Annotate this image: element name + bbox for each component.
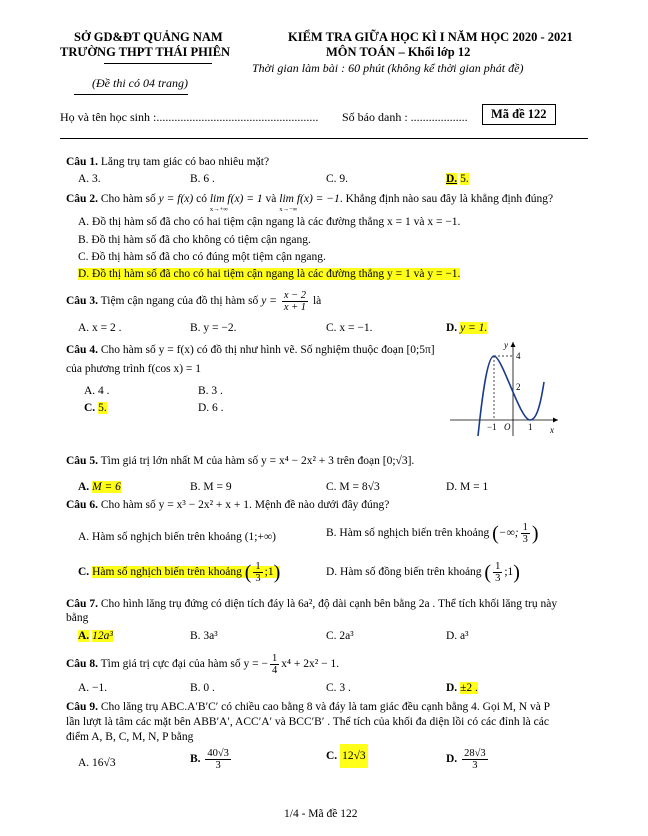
- question-3: [66, 290, 321, 313]
- option-text: D. Hàm số đồng biến trên khoảng: [326, 566, 482, 579]
- func: y = f(x): [158, 193, 194, 205]
- option-letter: C.: [78, 566, 90, 579]
- tick-4: 4: [516, 351, 521, 361]
- question-label: Câu 9.: [66, 701, 98, 713]
- option-value: y = 1.: [460, 322, 488, 334]
- q7-option-d[interactable]: D. a³: [446, 630, 469, 642]
- q6-option-a[interactable]: A. Hàm số nghịch biến trên khoảng (1;+∞): [78, 531, 277, 543]
- question-6: [66, 499, 389, 511]
- option-value: 5.: [98, 402, 107, 414]
- q6-option-d[interactable]: D. Hàm số đồng biến trên khoảng ( $\frac{1}{3}$ ;1): [326, 561, 520, 585]
- question-label: Câu 2.: [66, 193, 98, 205]
- q5-option-b[interactable]: B. M = 9: [190, 481, 232, 493]
- y-axis-arrow: [511, 342, 516, 347]
- option-value: 12√3: [340, 744, 368, 768]
- q9-option-b[interactable]: [190, 748, 233, 771]
- tick-minus-1: −1: [487, 422, 497, 432]
- page-note-underline: [74, 94, 188, 95]
- exam-code-box: Mã đề 122: [482, 104, 556, 125]
- question-label: Câu 7.: [66, 598, 98, 610]
- question-text-1: Cho hàm số y = f(x) có đồ thị như hình vẽ. Số nghiệm thuộc đoạn [0;5π]: [100, 344, 435, 356]
- q3-option-d[interactable]: [446, 322, 487, 334]
- q4-option-d[interactable]: D. 6 .: [198, 402, 224, 414]
- option-letter: A.: [78, 481, 90, 493]
- page-count-note: (Đề thi có 04 trang): [92, 76, 188, 90]
- question-text: Lăng trụ tam giác có bao nhiêu mặt?: [100, 156, 270, 168]
- school-underline: [104, 63, 212, 64]
- header-divider: [60, 138, 588, 139]
- q1-option-c[interactable]: C. 9.: [326, 173, 349, 185]
- q6-option-c[interactable]: [78, 561, 280, 584]
- q9-option-a[interactable]: A. 16√3: [78, 757, 116, 769]
- q9-option-d[interactable]: [446, 748, 490, 771]
- option-letter: D.: [446, 753, 458, 766]
- question-text: Cho hàm số y = x³ − 2x² + x + 1. Mệnh đề nào dưới đây đúng?: [100, 499, 390, 511]
- limit-sub-2: x→−∞: [279, 206, 298, 213]
- q6-option-b[interactable]: B. Hàm số nghịch biến trên khoảng (−∞; $\frac{1}{3}$ ): [326, 522, 539, 546]
- dept-name: SỞ GD&ĐT QUẢNG NAM: [74, 30, 223, 44]
- q4-option-c[interactable]: [84, 402, 107, 414]
- q2-option-a[interactable]: A. Đồ thị hàm số đã cho có hai tiệm cận ngang là các đường thẳng x = 1 và x = −1.: [78, 216, 461, 228]
- question-7-line-2: bằng: [66, 612, 89, 624]
- q3-option-b[interactable]: B. y = −2.: [190, 322, 237, 334]
- question-label: Câu 1.: [66, 156, 98, 168]
- option-letter: B.: [190, 753, 201, 766]
- school-name: TRƯỜNG THPT THÁI PHIÊN: [60, 45, 231, 59]
- tick-1: 1: [528, 422, 533, 432]
- word-and: và: [265, 193, 277, 205]
- q8-option-d[interactable]: [446, 682, 478, 694]
- option-letter: C.: [84, 402, 96, 414]
- question-label: Câu 3.: [66, 295, 98, 308]
- question-4: [66, 344, 435, 356]
- func-y: y =: [261, 295, 277, 308]
- question-8: [66, 653, 339, 676]
- y-axis-label: y: [504, 340, 508, 350]
- q3-option-a[interactable]: A. x = 2 .: [78, 322, 122, 334]
- question-label: Câu 8.: [66, 658, 98, 671]
- fraction: $\frac{28√3}{3}$: [464, 748, 486, 772]
- option-value: M = 6: [92, 481, 121, 493]
- x-axis-label: x: [550, 425, 554, 435]
- option-text: B. Hàm số nghịch biến trên khoảng: [326, 527, 490, 540]
- q4-function-graph: [450, 338, 560, 438]
- option-value: Hàm số nghịch biến trên khoảng ( $\frac{1}{3}$ ;1): [92, 561, 281, 585]
- interval-left: −∞;: [498, 527, 519, 540]
- q8-option-b[interactable]: B. 0 .: [190, 682, 215, 694]
- question-label: Câu 5.: [66, 455, 98, 467]
- question-text-1: Cho hình lăng trụ đứng có diện tích đáy là 6a², độ dài cạnh bên bằng 2a . Thể tích khối lăng trụ này: [100, 598, 558, 610]
- q5-option-a[interactable]: [78, 481, 121, 493]
- question-9-line-3: điểm A, B, C, M, N, P bằng: [66, 731, 194, 743]
- question-text: Tìm giá trị cực đại của hàm số y = −: [100, 658, 269, 671]
- question-pre: Cho hàm số: [100, 193, 156, 205]
- question-4-line-2: của phương trình f(cos x) = 1: [66, 363, 202, 375]
- option-letter: D.: [446, 173, 458, 185]
- q1-option-a[interactable]: A. 3.: [78, 173, 101, 185]
- exam-time: Thời gian làm bài : 60 phút (không kể thời gian phát đề): [252, 61, 524, 75]
- question-7: [66, 598, 557, 610]
- page-footer: 1/4 - Mã đề 122: [284, 808, 358, 820]
- exam-subject: MÔN TOÁN – Khối lớp 12: [326, 45, 471, 59]
- q4-option-a[interactable]: A. 4 .: [84, 385, 110, 397]
- question-9-line-2: lần lượt là tâm các mặt bên ABB′A′, ACC′A′ và BCC′B′ . Thể tích của khối đa diện lồi có các đỉnh là các: [66, 716, 549, 728]
- q7-option-b[interactable]: B. 3a³: [190, 630, 218, 642]
- question-5: [66, 455, 414, 467]
- origin-label: O: [504, 422, 511, 432]
- question-2: [66, 193, 554, 213]
- fraction: $\frac{1}{3}$: [495, 561, 501, 585]
- x-axis-arrow: [553, 418, 558, 423]
- exam-title: KIỂM TRA GIỮA HỌC KÌ I NĂM HỌC 2020 - 2021: [288, 30, 573, 44]
- question-text: Tiệm cận ngang của đồ thị hàm số: [100, 295, 259, 308]
- fraction: $\frac{1}{4}$: [272, 653, 278, 677]
- question-1: [66, 156, 269, 168]
- question-label: Câu 4.: [66, 344, 98, 356]
- q7-option-c[interactable]: C. 2a³: [326, 630, 354, 642]
- option-letter: A.: [78, 630, 90, 642]
- option-value: ±2 .: [460, 682, 478, 694]
- student-name-field[interactable]: Họ và tên học sinh :......................................................: [60, 110, 319, 124]
- fraction: $\frac{x - 2}{x + 1}$: [283, 290, 307, 314]
- tick-2: 2: [516, 382, 521, 392]
- fraction: $\frac{40√3}{3}$: [207, 748, 229, 772]
- limit-1: lim f(x) = 1: [209, 193, 263, 205]
- question-text-1: Cho lăng trụ ABC.A′B′C′ có chiều cao bằng 8 và đáy là tam giác đều cạnh bằng 4. Gọi M, N và P: [100, 701, 551, 713]
- question-9: [66, 701, 550, 713]
- q8-option-a[interactable]: A. −1.: [78, 682, 108, 694]
- question-post: là: [312, 295, 322, 308]
- limit-sub-1: x→+∞: [209, 206, 228, 213]
- student-id-field[interactable]: Số báo danh : ...................: [342, 110, 468, 124]
- q2-option-b[interactable]: B. Đồ thị hàm số đã cho không có tiệm cận ngang.: [78, 234, 311, 246]
- option-value: 5.: [460, 173, 469, 185]
- question-post: x⁴ + 2x² − 1.: [281, 658, 340, 671]
- q7-option-a[interactable]: [78, 630, 113, 642]
- q8-option-c[interactable]: C. 3 .: [326, 682, 351, 694]
- q4-option-b[interactable]: B. 3 .: [198, 385, 223, 397]
- question-post: . Khẳng định nào sau đây là khẳng định đúng?: [339, 193, 554, 205]
- option-letter: C.: [326, 750, 338, 762]
- word-has: có: [196, 193, 207, 205]
- option-letter: D.: [446, 322, 458, 334]
- q5-option-d[interactable]: D. M = 1: [446, 481, 489, 493]
- q1-option-b[interactable]: B. 6 .: [190, 173, 215, 185]
- q1-option-d[interactable]: [446, 173, 469, 185]
- question-label: Câu 6.: [66, 499, 98, 511]
- limit-2: lim f(x) = −1: [279, 193, 340, 205]
- q2-option-d[interactable]: D. Đồ thị hàm số đã cho có hai tiệm cận ngang là các đường thẳng y = 1 và y = −1.: [78, 268, 461, 280]
- question-text: Tìm giá trị lớn nhất M của hàm số y = x⁴ − 2x² + 3 trên đoạn [0;√3].: [100, 455, 415, 467]
- fraction: $\frac{1}{3}$: [522, 522, 528, 546]
- q9-option-c[interactable]: [326, 750, 368, 762]
- option-letter: D.: [446, 682, 458, 694]
- option-value: 12a³: [92, 630, 113, 642]
- q2-option-c[interactable]: C. Đồ thị hàm số đã cho có đúng một tiệm cận ngang.: [78, 251, 326, 263]
- q5-option-c[interactable]: C. M = 8√3: [326, 481, 380, 493]
- q3-option-c[interactable]: C. x = −1.: [326, 322, 373, 334]
